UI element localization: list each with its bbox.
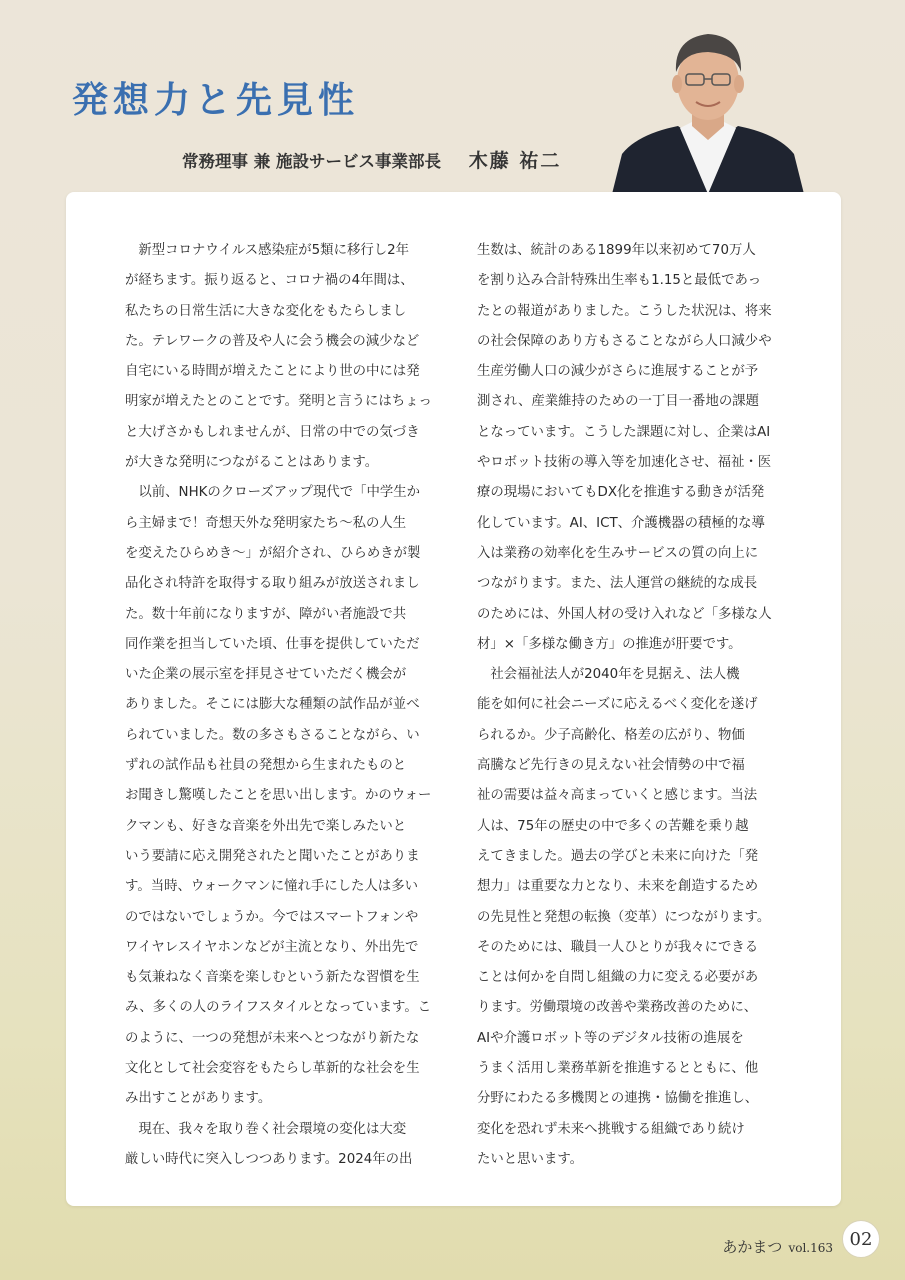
article-line: られるか。少子高齢化、格差の広がり、物価 <box>477 727 745 743</box>
article-line: 材」×「多様な働き方」の推進が肝要です。 <box>477 636 742 652</box>
article-line: 生産労働人口の減少がさらに進展することが予 <box>477 364 759 380</box>
article-line: た。テレワークの普及や人に会う機会の減少など <box>125 333 420 349</box>
volume-number: vol.163 <box>788 1241 833 1255</box>
article-line: 分野にわたる多機関との連携・協働を推進し、 <box>477 1091 759 1107</box>
author-byline <box>182 146 561 173</box>
article-line: た。数十年前になりますが、障がい者施設で共 <box>125 606 407 622</box>
article-line: を変えたひらめき〜」が紹介され、ひらめきが製 <box>125 545 421 561</box>
page-title: 発想力と先見性 <box>72 80 360 121</box>
article-line: す。当時、ウォークマンに憧れ手にした人は多い <box>125 879 418 895</box>
article-line: 能を如何に社会ニーズに応えるべく変化を遂げ <box>477 697 758 713</box>
article-line: いた企業の展示室を拝見させていただく機会が <box>125 667 407 683</box>
article-line: 高騰など先行きの見えない社会情勢の中で福 <box>477 758 745 774</box>
article-line: み、多くの人のライフスタイルとなっています。こ <box>125 1000 432 1016</box>
article-line: 同作業を担当していた頃、仕事を提供していただ <box>125 636 420 652</box>
article-line: やロボット技術の導入等を加速化させ、福祉・医 <box>477 455 772 471</box>
author-name: 木藤 祐二 <box>468 150 562 172</box>
article-line: のではないでしょうか。今ではスマートフォンや <box>125 909 419 925</box>
article-line: 私たちの日常生活に大きな変化をもたらしまし <box>125 303 407 319</box>
article-line: を割り込み合計特殊出生率も1.15と最低であっ <box>477 273 762 289</box>
article-line: 自宅にいる時間が増えたことにより世の中には発 <box>125 364 420 380</box>
article-line: たいと思います。 <box>477 1151 584 1167</box>
magazine-name: あかまつ <box>722 1238 783 1256</box>
article-line: クマンも、好きな音楽を外出先で楽しみたいと <box>125 818 407 834</box>
article-line: たとの報道がありました。こうした状況は、将来 <box>477 303 772 319</box>
article-column-right <box>477 236 797 1175</box>
article-line: お聞きし驚嘆したことを思い出します。かのウォー <box>125 788 432 804</box>
article-line: つながります。また、法人運営の継続的な成長 <box>477 576 758 592</box>
article-line: 明家が増えたとのことです。発明と言うにはちょっ <box>125 394 432 410</box>
person-portrait-icon <box>608 22 808 194</box>
article-line: ら主婦まで！奇想天外な発明家たち〜私の人生 <box>125 515 407 531</box>
author-position: 常務理事 兼 施設サービス事業部長 <box>182 152 441 171</box>
article-line: の先見性と発想の転換（変革）につながります。 <box>477 909 771 925</box>
article-line: が大きな発明につながることはあります。 <box>125 455 379 471</box>
article-line: ことは何かを自問し組織の力に変える必要があ <box>477 970 759 986</box>
article-line: いう要請に応え開発されたと聞いたことがありま <box>125 848 420 864</box>
article-line: 変化を恐れず未来へ挑戦する組織であり続け <box>477 1121 745 1137</box>
article-line: 品化され特許を取得する取り組みが放送されまし <box>125 576 420 592</box>
article-line: 現在、我々を取り巻く社会環境の変化は大変 <box>125 1121 407 1137</box>
article-line: AIや介護ロボット等のデジタル技術の進展を <box>477 1030 744 1046</box>
article-line: 祉の需要は益々高まっていくと感じます。当法 <box>477 788 758 804</box>
article-line: が経ちます。振り返ると、コロナ禍の4年間は、 <box>125 273 414 289</box>
article-line: うまく活用し業務革新を推進するとともに、他 <box>477 1061 759 1077</box>
article-line: 厳しい時代に突入しつつあります。2024年の出 <box>125 1151 413 1167</box>
article-line: ります。労働環境の改善や業務改善のために、 <box>477 1000 758 1016</box>
article-line: のためには、外国人材の受け入れなど「多様な人 <box>477 606 772 622</box>
article-line: 人は、75年の歴史の中で多くの苦難を乗り越 <box>477 818 749 834</box>
article-line: 生数は、統計のある1899年以来初めて70万人 <box>477 243 756 258</box>
article-line: えてきました。過去の学びと未来に向けた「発 <box>477 848 759 864</box>
article-line: 入は業務の効率化を生みサービスの質の向上に <box>477 545 759 561</box>
article-line: 新型コロナウイルス感染症が5類に移行し2年 <box>125 243 410 258</box>
article-line: となっています。こうした課題に対し、企業はAI <box>477 424 771 440</box>
article-line: と大げさかもしれませんが、日常の中での気づき <box>125 424 420 440</box>
article-line: の社会保障のあり方もさることながら人口減少や <box>477 333 772 349</box>
article-column-left <box>125 236 445 1175</box>
author-portrait <box>608 22 808 194</box>
article-line: 社会福祉法人が2040年を見据え、法人機 <box>477 667 740 683</box>
article-line: 以前、NHKのクローズアップ現代で「中学生か <box>125 485 421 501</box>
article-line: られていました。数の多さもさることながら、い <box>125 727 420 743</box>
article-line: 想力」は重要な力となり、未来を創造するため <box>477 879 759 895</box>
article-line: み出すことがあります。 <box>125 1091 272 1107</box>
article-line: 化しています。AI、ICT、介護機器の積極的な導 <box>477 515 765 531</box>
article-line: のように、一つの発想が未来へとつながり新たな <box>125 1030 420 1046</box>
footer <box>722 1236 833 1257</box>
article-line: ワイヤレスイヤホンなどが主流となり、外出先で <box>125 939 419 955</box>
article-line: 文化として社会変容をもたらし革新的な社会を生 <box>125 1061 420 1077</box>
article-line: そのためには、職員一人ひとりが我々にできる <box>477 939 759 955</box>
article-line: も気兼ねなく音楽を楽しむという新たな習慣を生 <box>125 970 420 986</box>
article-line: 測され、産業維持のための一丁目一番地の課題 <box>477 394 760 410</box>
article-line: ありました。そこには膨大な種類の試作品が並べ <box>125 697 420 713</box>
article-card <box>66 192 841 1206</box>
article-line: ずれの試作品も社員の発想から生まれたものと <box>125 758 407 774</box>
article-line: 療の現場においてもDX化を推進する動きが活発 <box>477 485 765 501</box>
page-number: 02 <box>842 1220 880 1258</box>
